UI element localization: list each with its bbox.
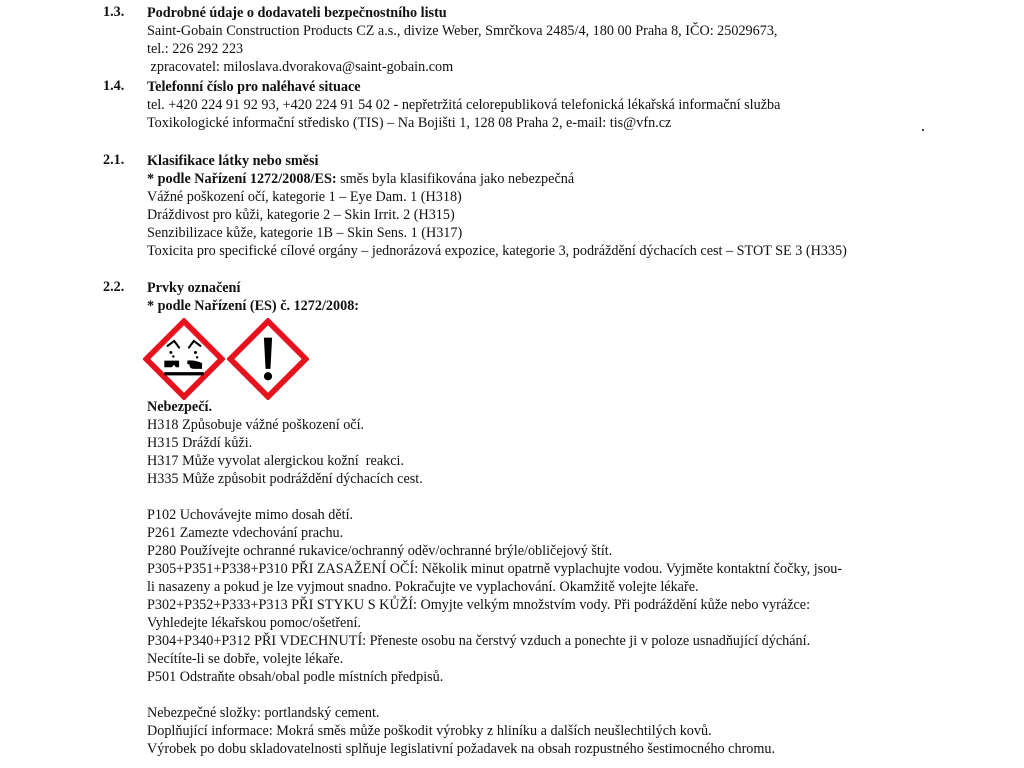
- classification-item: Dráždivost pro kůži, kategorie 2 – Skin Irrit. 2 (H315): [147, 207, 455, 223]
- emergency-phone-line: [147, 96, 1007, 114]
- chromium-compliance: Výrobek po dobu skladovatelnosti splňuje legislativní požadavek na obsah rozpustného šestimocného chromu.: [147, 741, 776, 757]
- emergency-phone-numbers: tel. +420 224 91 92 93, +420 224 91 54 02 -: [147, 97, 402, 113]
- section-title: Telefonní číslo pro naléhavé situace: [147, 79, 361, 95]
- p-statement: P261 Zamezte vdechování prachu.: [147, 525, 344, 541]
- classification-item: Vážné poškození očí, kategorie 1 – Eye Dam. 1 (H318): [147, 189, 462, 205]
- section-number-1-4: 1.4.: [103, 78, 125, 94]
- h-statement: H335 Může způsobit podráždění dýchacích cest.: [147, 471, 423, 487]
- section-2-2: [147, 279, 1007, 758]
- stray-dot: [922, 129, 924, 131]
- exclamation-pictogram-icon: [227, 318, 309, 400]
- supplier-line: Saint-Gobain Construction Products CZ a.s., divize Weber, Smrčkova 2485/4, 180 00 Praha 8, IČO: 25029673,: [147, 23, 778, 39]
- classification-item: Toxicita pro specifické cílové orgány – jednorázová expozice, kategorie 3, podráždění dýchacích cest – STOT SE 3 (H335): [147, 243, 847, 259]
- section-1-3: [147, 4, 1007, 76]
- regulation-label: * podle Nařízení 1272/2008/ES:: [147, 171, 337, 187]
- regulation-line: [147, 170, 1007, 188]
- corrosion-pictogram-icon: [143, 318, 225, 400]
- h-statement: H315 Dráždí kůži.: [147, 435, 253, 451]
- section-number-2-2: 2.2.: [103, 279, 125, 295]
- p-statement: P501 Odstraňte obsah/obal podle místních předpisů.: [147, 669, 444, 685]
- supplier-contact-email: zpracovatel: miloslava.dvorakova@saint-gobain.com: [147, 59, 454, 75]
- hazardous-components: Nebezpečné složky: portlandský cement.: [147, 705, 380, 721]
- classification-item: Senzibilizace kůže, kategorie 1B – Skin Sens. 1 (H317): [147, 225, 463, 241]
- p-statement: P304+P340+P312 PŘI VDECHNUTÍ: Přeneste osobu na čerstvý vzduch a ponechte ji v poloze usnadňující dýchání.: [147, 633, 811, 649]
- p-statement: P102 Uchovávejte mimo dosah dětí.: [147, 507, 354, 523]
- section-2-1: [147, 152, 1007, 260]
- additional-info: Doplňující informace: Mokrá směs může poškodit výrobky z hliníku a dalších neušlechtilých kovů.: [147, 723, 712, 739]
- p-statement: P302+P352+P333+P313 PŘI STYKU S KŮŽÍ: Omyjte velkým množstvím vody. Při podráždění kůže nebo vyrážce:: [147, 597, 811, 613]
- h-statement: H317 Může vyvolat alergickou kožní reakci.: [147, 453, 405, 469]
- toxicology-center-line: Toxikologické informační středisko (TIS) – Na Bojišti 1, 128 08 Praha 2, e-mail: tis@vfn.cz: [147, 115, 672, 131]
- regulation-label: * podle Nařízení (ES) č. 1272/2008:: [147, 298, 360, 314]
- p-statement: Vyhledejte lékařskou pomoc/ošetření.: [147, 615, 361, 631]
- section-number-1-3: 1.3.: [103, 4, 125, 20]
- p-statement: P280 Používejte ochranné rukavice/ochranný oděv/ochranné brýle/obličejový štít.: [147, 543, 613, 559]
- section-title: Prvky označení: [147, 280, 241, 296]
- p-statement: Necítíte-li se dobře, volejte lékaře.: [147, 651, 344, 667]
- emergency-service-text: nepřetržitá celorepubliková telefonická lékařská informační služba: [401, 97, 781, 113]
- section-number-2-1: 2.1.: [103, 152, 125, 168]
- section-title: Klasifikace látky nebo směsi: [147, 153, 319, 169]
- supplier-phone: tel.: 226 292 223: [147, 41, 244, 57]
- section-1-4: [147, 78, 1007, 132]
- regulation-result: směs byla klasifikována jako nebezpečná: [336, 171, 575, 187]
- h-statement: H318 Způsobuje vážné poškození očí.: [147, 417, 365, 433]
- p-statement: li nasazeny a pokud je lze vyjmout snadno. Pokračujte ve vyplachování. Okamžitě volejte lékaře.: [147, 579, 699, 595]
- section-title: Podrobné údaje o dodavateli bezpečnostního listu: [147, 5, 447, 21]
- p-statement: P305+P351+P338+P310 PŘI ZASAŽENÍ OČÍ: Několik minut opatrně vyplachujte vodou. Vyjměte kontaktní čočky, jsou-: [147, 561, 843, 577]
- signal-word: Nebezpečí.: [147, 399, 213, 415]
- hazard-pictograms: [143, 318, 1007, 396]
